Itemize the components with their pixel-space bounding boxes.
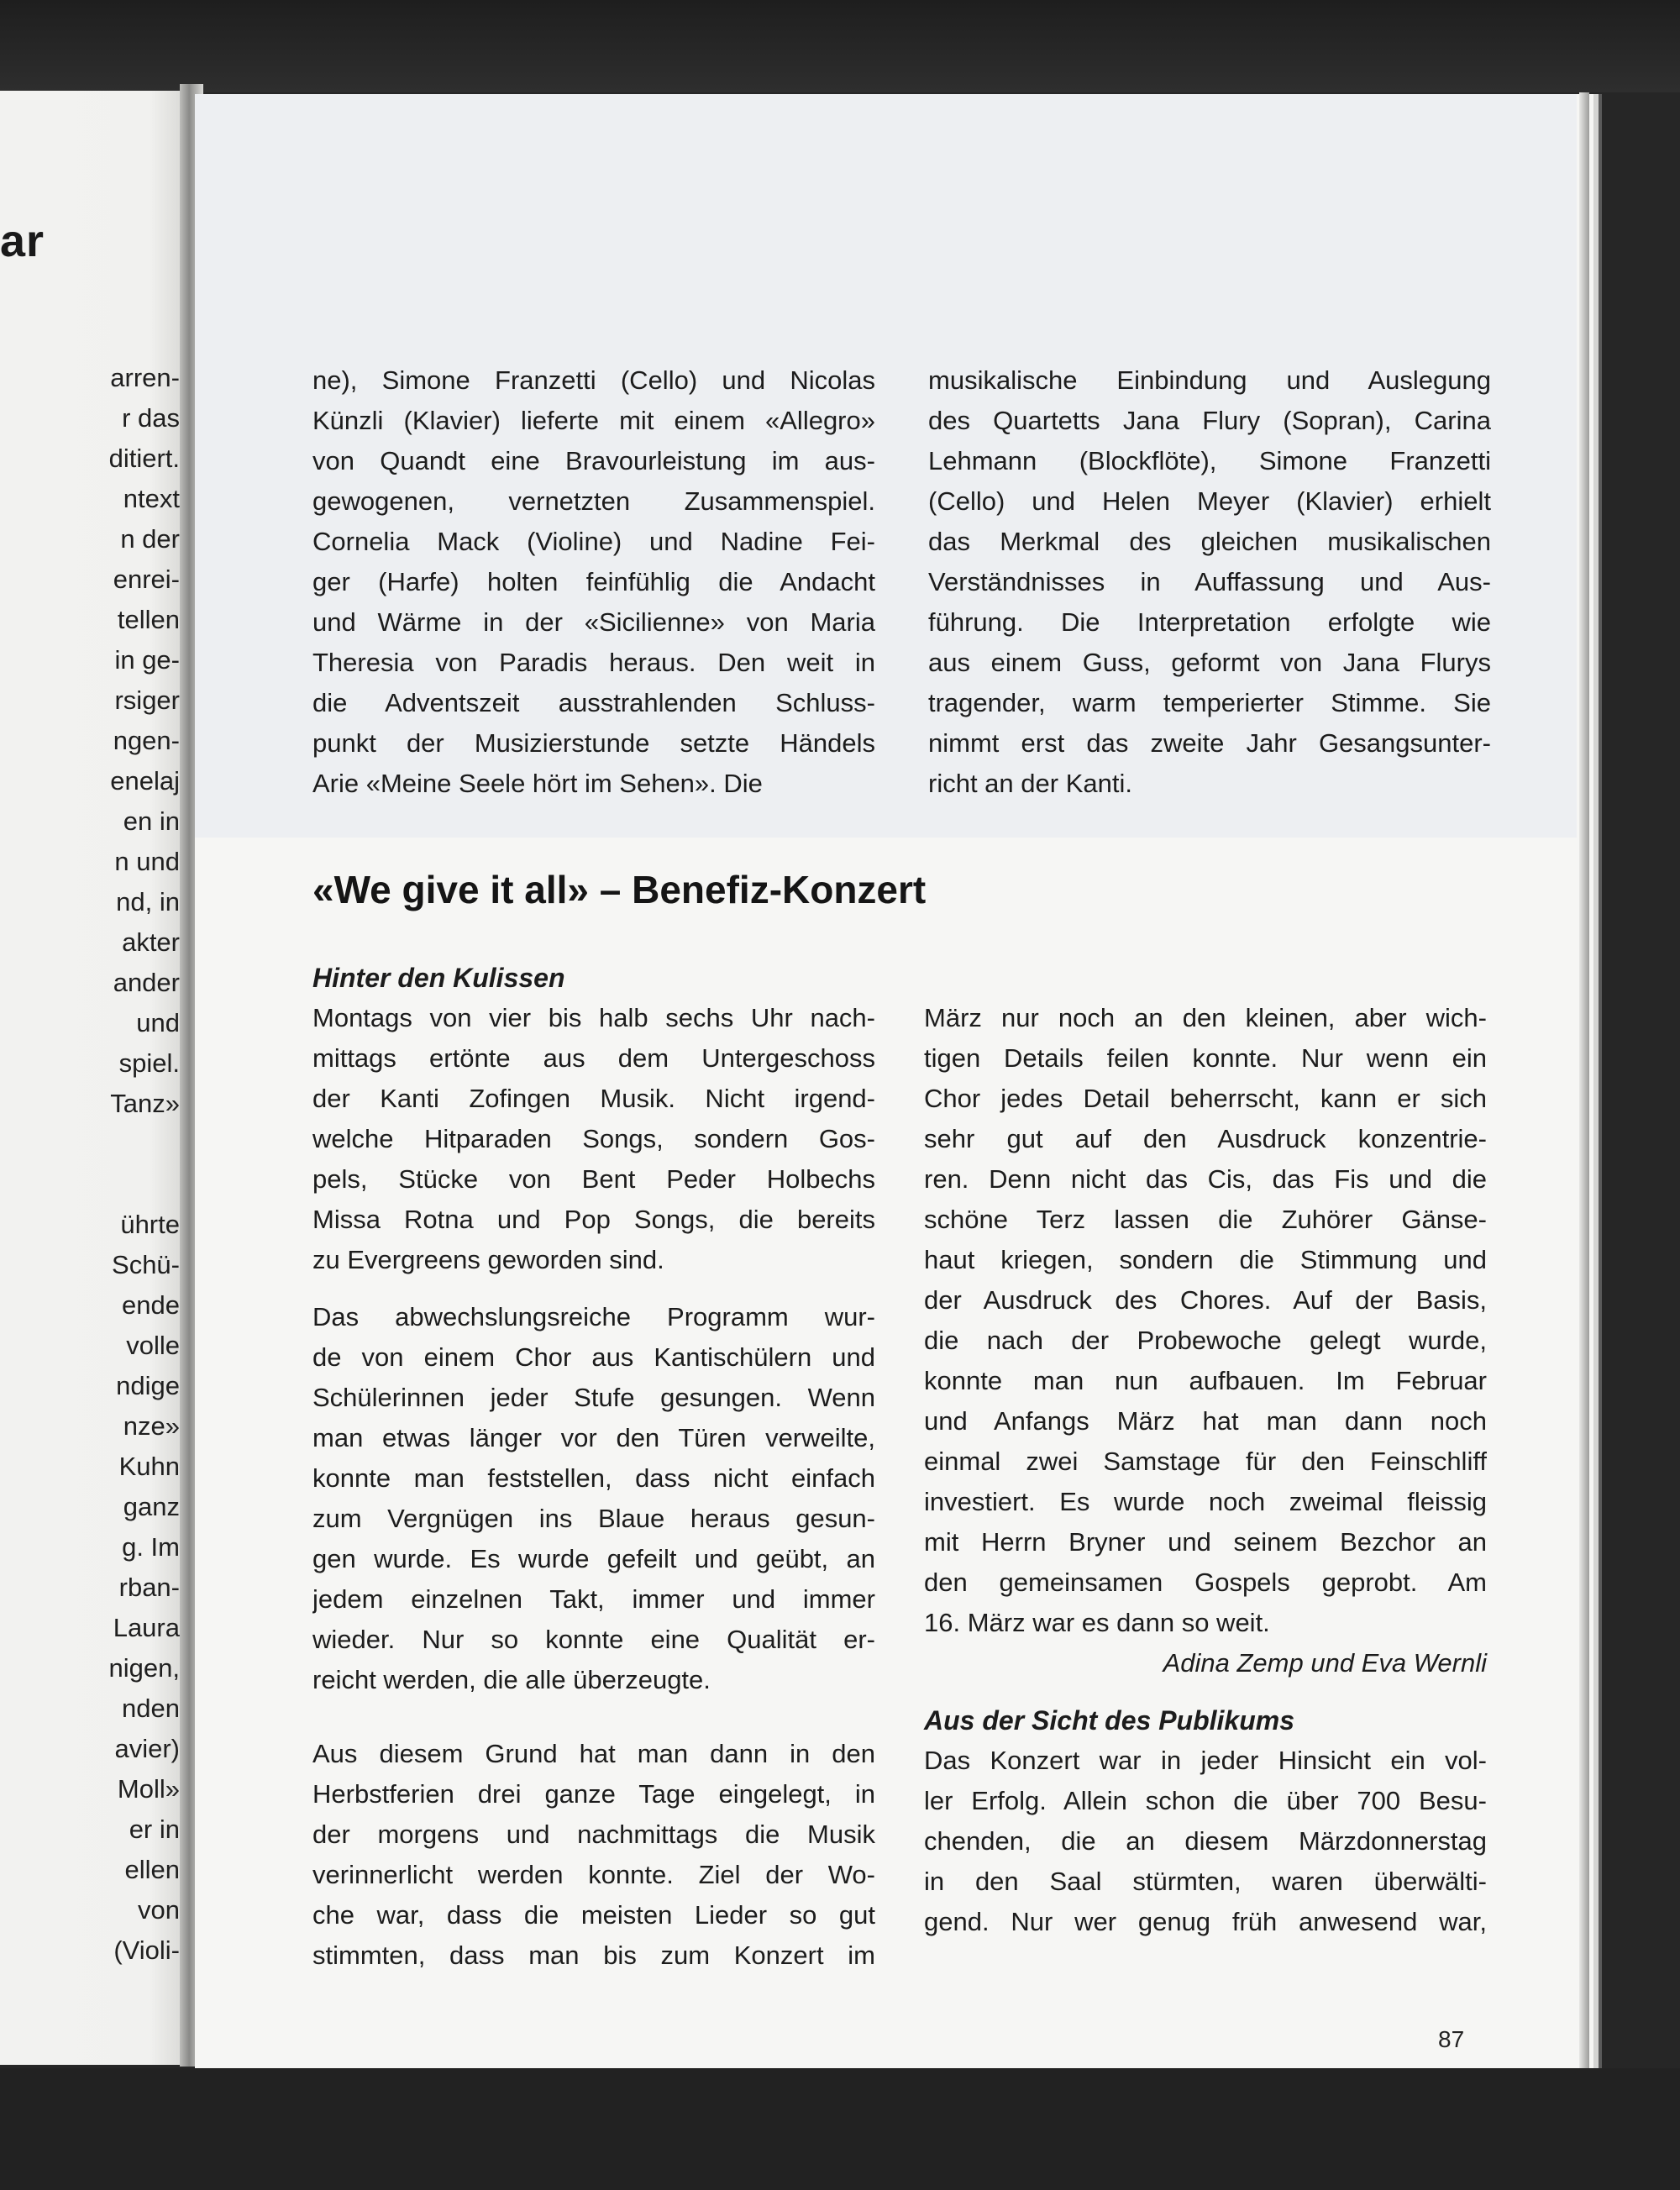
text-line: rban- xyxy=(118,1573,180,1602)
text-line: Theresia von Paradis heraus. Den weit in xyxy=(312,648,875,677)
text-line: nd, in xyxy=(116,887,180,916)
text-line: akter xyxy=(122,927,180,957)
text-line: tellen xyxy=(117,605,180,634)
text-line: investiert. Es wurde noch zweimal fleissig xyxy=(924,1487,1487,1516)
text-line: de von einem Chor aus Kantischülern und xyxy=(312,1342,875,1372)
text-line: volle xyxy=(126,1331,180,1360)
text-line: jedem einzelnen Takt, immer und immer xyxy=(312,1584,875,1614)
text-line: arren- xyxy=(110,363,180,392)
text-line: Montags von vier bis halb sechs Uhr nach- xyxy=(312,1003,875,1032)
text-line: haut kriegen, sondern die Stimmung und xyxy=(924,1245,1487,1274)
text-line: März nur noch an den kleinen, aber wich- xyxy=(924,1003,1487,1032)
text-line: musikalische Einbindung und Auslegung xyxy=(928,365,1491,395)
text-line: (Cello) und Helen Meyer (Klavier) erhielt xyxy=(928,486,1491,516)
text-line: in den Saal stürmten, waren überwälti- xyxy=(924,1867,1487,1896)
text-line: ende xyxy=(122,1290,180,1320)
text-line: Schü- xyxy=(112,1250,180,1279)
text-line: ditiert. xyxy=(108,444,180,473)
text-line: ndige xyxy=(116,1371,180,1400)
text-line: (Violi- xyxy=(113,1935,180,1965)
text-line: Künzli (Klavier) lieferte mit einem «Allegro» xyxy=(312,406,875,435)
text-line: Missa Rotna und Pop Songs, die bereits xyxy=(312,1205,875,1234)
top-left-column xyxy=(312,360,875,804)
text-line: ganz xyxy=(123,1492,180,1521)
text-line: konnte man feststellen, dass nicht einfach xyxy=(312,1463,875,1493)
article-left-column xyxy=(312,958,875,1976)
text-line: ander xyxy=(113,968,180,997)
text-line: zum Vergnügen ins Blaue heraus gesun- xyxy=(312,1504,875,1533)
text-line: das Merkmal des gleichen musikalischen xyxy=(928,527,1491,556)
text-line: ntext xyxy=(123,484,180,513)
text-line: und xyxy=(136,1008,180,1037)
text-line: richt an der Kanti. xyxy=(928,769,1132,798)
article-right-column xyxy=(924,998,1487,1942)
paragraph-1 xyxy=(312,998,875,1280)
text-line: und Anfangs März hat man dann noch xyxy=(924,1406,1487,1436)
left-page-text xyxy=(109,358,180,1971)
text-line: sehr gut auf den Ausdruck konzentrie- xyxy=(924,1124,1487,1153)
text-line: Moll» xyxy=(117,1774,180,1804)
text-line: man etwas länger vor den Türen verweilte, xyxy=(312,1423,875,1452)
text-line: stimmten, dass man bis zum Konzert im xyxy=(312,1941,875,1970)
scan-background-bottom xyxy=(0,2068,1680,2190)
text-line: welche Hitparaden Songs, sondern Gos- xyxy=(312,1124,875,1153)
text-line: ren. Denn nicht das Cis, das Fis und die xyxy=(924,1164,1487,1194)
text-line: tragender, warm temperierter Stimme. Sie xyxy=(928,688,1491,717)
scan-background-top xyxy=(0,0,1680,92)
text-line: von xyxy=(138,1895,180,1925)
text-line: Das abwechslungsreiche Programm wur- xyxy=(312,1302,875,1331)
text-line: Laura xyxy=(113,1613,180,1642)
text-line: g. Im xyxy=(122,1532,180,1562)
text-line: zu Evergreens geworden sind. xyxy=(312,1245,664,1274)
text-line: Chor jedes Detail beherrscht, kann er sich xyxy=(924,1084,1487,1113)
text-line: verinnerlicht werden konnte. Ziel der Wo- xyxy=(312,1860,875,1889)
text-line: nden xyxy=(122,1694,180,1723)
text-line: ler Erfolg. Allein schon die über 700 Besu- xyxy=(924,1786,1487,1815)
text-line xyxy=(109,1124,180,1164)
left-page-heading: ar xyxy=(0,216,45,266)
text-line: n der xyxy=(120,524,180,554)
text-line: nze» xyxy=(123,1411,180,1441)
article-title: «We give it all» – Benefiz-Konzert xyxy=(312,868,927,911)
text-line: rsiger xyxy=(114,685,180,715)
text-line: Cornelia Mack (Violine) und Nadine Fei- xyxy=(312,527,875,556)
text-line: en in xyxy=(123,806,180,836)
text-line: r das xyxy=(122,403,180,433)
text-line: 16. März war es dann so weit. xyxy=(924,1608,1270,1637)
page-number: 87 xyxy=(1438,2026,1465,2052)
text-line: n und xyxy=(114,847,180,876)
text-line: ger (Harfe) holten feinfühlig die Andacht xyxy=(312,567,875,596)
left-page xyxy=(0,91,186,2065)
text-line: Arie «Meine Seele hört im Sehen». Die xyxy=(312,769,763,798)
text-line: Das Konzert war in jeder Hinsicht ein vol- xyxy=(924,1746,1487,1775)
text-line: mit Herrn Bryner und seinem Bezchor an xyxy=(924,1527,1487,1557)
text-line: Aus diesem Grund hat man dann in den xyxy=(312,1739,875,1768)
text-line: er in xyxy=(129,1814,180,1844)
paragraph-2 xyxy=(312,1297,875,1700)
text-line: ngen- xyxy=(113,726,180,755)
text-line: ührte xyxy=(120,1210,180,1239)
text-line: nimmt erst das zweite Jahr Gesangsunter- xyxy=(928,728,1491,758)
text-line: des Quartetts Jana Flury (Sopran), Carina xyxy=(928,406,1491,435)
text-line: Schülerinnen jeder Stufe gesungen. Wenn xyxy=(312,1383,875,1412)
text-line: gen wurde. Es wurde gefeilt und geübt, an xyxy=(312,1544,875,1573)
text-line: den gemeinsamen Gospels geprobt. Am xyxy=(924,1568,1487,1597)
text-line: mittags ertönte aus dem Untergeschoss xyxy=(312,1043,875,1073)
text-line: ellen xyxy=(124,1855,180,1884)
text-line: chenden, die an diesem Märzdonnerstag xyxy=(924,1826,1487,1856)
text-line: führung. Die Interpretation erfolgte wie xyxy=(928,607,1491,637)
text-line: Herbstferien drei ganze Tage eingelegt, in xyxy=(312,1779,875,1809)
text-line: von Quandt eine Bravourleistung im aus- xyxy=(312,446,875,475)
author-signature: Adina Zemp und Eva Wernli xyxy=(1163,1648,1487,1678)
text-line xyxy=(109,1164,180,1205)
paragraph-4 xyxy=(924,998,1487,1643)
section-heading-aus-der-sicht-des-publikums: Aus der Sicht des Publikums xyxy=(924,1705,1294,1736)
text-line: ne), Simone Franzetti (Cello) und Nicolas xyxy=(312,365,875,395)
text-line: avier) xyxy=(114,1734,180,1763)
right-page xyxy=(195,94,1593,2070)
text-line: konnte man nun aufbauen. Im Februar xyxy=(924,1366,1487,1395)
text-line: Verständnisses in Auffassung und Aus- xyxy=(928,567,1491,596)
text-line: Tanz» xyxy=(110,1089,180,1118)
text-line: der Kanti Zofingen Musik. Nicht irgend- xyxy=(312,1084,875,1113)
paragraph-5 xyxy=(924,1741,1487,1942)
text-line: aus einem Guss, geformt von Jana Flurys xyxy=(928,648,1491,677)
text-line: pels, Stücke von Bent Peder Holbechs xyxy=(312,1164,875,1194)
text-line: spiel. xyxy=(118,1048,180,1078)
text-line: Kuhn xyxy=(118,1452,180,1481)
page-edge xyxy=(1579,92,1589,2072)
text-line: in ge- xyxy=(114,645,180,675)
text-line: die Adventszeit ausstrahlenden Schluss- xyxy=(312,688,875,717)
text-line: gend. Nur wer genug früh anwesend war, xyxy=(924,1907,1487,1936)
text-line: nigen, xyxy=(108,1653,180,1683)
text-line: wieder. Nur so konnte eine Qualität er- xyxy=(312,1625,875,1654)
text-line: che war, dass die meisten Lieder so gut xyxy=(312,1900,875,1930)
text-line: der morgens und nachmittags die Musik xyxy=(312,1820,875,1849)
text-line: enelaj xyxy=(110,766,180,796)
text-line: enrei- xyxy=(113,565,180,594)
text-line: punkt der Musizierstunde setzte Händels xyxy=(312,728,875,758)
text-line: Lehmann (Blockflöte), Simone Franzetti xyxy=(928,446,1491,475)
text-line: die nach der Probewoche gelegt wurde, xyxy=(924,1326,1487,1355)
text-line: schöne Terz lassen die Zuhörer Gänse- xyxy=(924,1205,1487,1234)
text-line: der Ausdruck des Chores. Auf der Basis, xyxy=(924,1285,1487,1315)
section-heading-hinter-den-kulissen: Hinter den Kulissen xyxy=(312,963,565,993)
text-line: tigen Details feilen konnte. Nur wenn ein xyxy=(924,1043,1487,1073)
paragraph-3 xyxy=(312,1734,875,1976)
text-line: reicht werden, die alle überzeugte. xyxy=(312,1665,711,1694)
text-line: gewogenen, vernetzten Zusammenspiel. xyxy=(312,486,875,516)
text-line: und Wärme in der «Sicilienne» von Maria xyxy=(312,607,875,637)
text-line: einmal zwei Samstage für den Feinschliff xyxy=(924,1447,1487,1476)
top-right-column xyxy=(928,360,1491,804)
